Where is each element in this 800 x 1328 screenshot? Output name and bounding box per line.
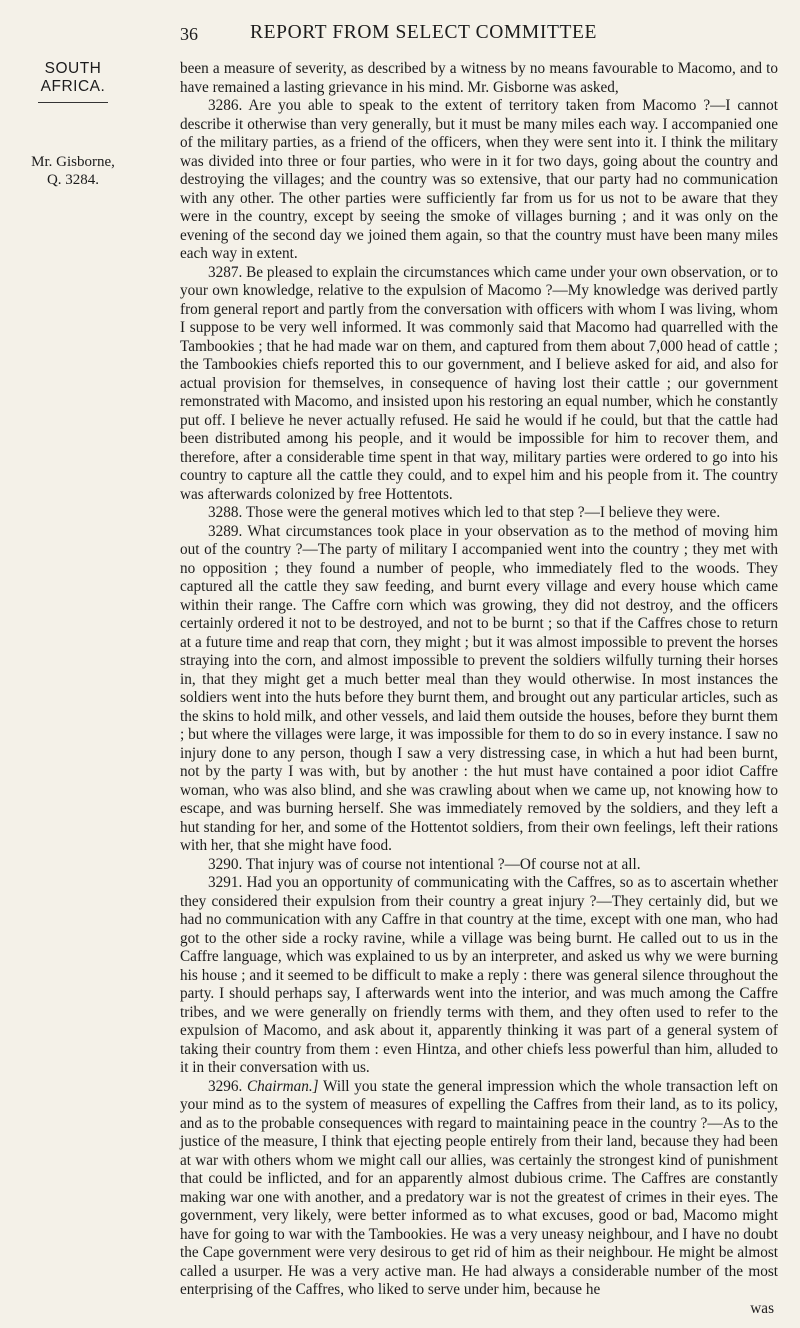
margin-question-ref: Q. 3284.: [46, 172, 100, 188]
paragraph-text: That injury was of course not intentional ?—Of course not at all.: [245, 855, 641, 873]
paragraph-text: Be pleased to explain the circumstances which came under your own observation, or to your own knowledge, relative to the expulsion of Macomo ?—My knowledge was derived partly from general report and partly from the conversation with officers with whom I was living, whom I suppose to be very well informed. It was commonly said that Macomo had quarrelled with the Tambookies ; that he had made war on them, and captured from them about 7,000 head of cattle ; the Tambookies chiefs reported this to our government, and I believe asked for aid, and also for actual provision for themselves, in consequence of having lost their cattle ; our government remonstrated with Macomo, and insisted upon his restoring an equal number, which he constantly put off. I believe he never actually refused. He said he would if he could, but that the cattle had been distributed among his people, and it would be impossible for him to recover them, and therefore, after a considerable time spent in that way, military parties were ordered to go into his country to capture all the cattle they could, and to expel him and his people from it. The country was afterwards colonized by free Hottentots.: [180, 263, 779, 503]
paragraph: [180, 60, 778, 97]
question-number: 3290.: [208, 855, 243, 873]
paragraph-text: Those were the general motives which led to that step ?—I believe they were.: [245, 504, 721, 521]
paragraph-text: Had you an opportunity of communicating with the Caffres, so as to ascertain whether they considered their expulsion from their country a great injury ?—They certainly did, but we had no communication with any Caffre in that country at the time, except with one man, who had got to the other side a rocky ravine, while a village was being burnt. He called out to us in the Caffre language, which was explained to us by an interpreter, and asked us why we were burning his house ; and it seemed to be difficult to make a reply : there was general silence throughout the party. I should perhaps say, I afterwards went into the interior, and was much among the Caffre tribes, and we were generally on friendly terms with them, and they often used to refer to the expulsion of Macomo, and ask about it, apparently thinking it was part of a general system of taking their country from them : even Hintza, and other chiefs less powerful than him, alluded to it in their conversation with us.: [180, 874, 779, 1076]
question-paragraph: [180, 504, 778, 523]
margin-notes: [14, 60, 132, 189]
question-number: 3288.: [208, 504, 243, 521]
body-text: [180, 60, 778, 1318]
question-number: 3287.: [208, 263, 243, 281]
question-paragraph: [180, 97, 778, 264]
question-number: 3286.: [208, 97, 243, 114]
question-number: 3291.: [208, 874, 243, 891]
question-paragraph: [180, 1078, 778, 1300]
question-paragraph: [180, 874, 778, 1078]
margin-witness-name: Mr. Gisborne,: [31, 154, 115, 170]
margin-section-line: AFRICA.: [40, 78, 106, 95]
page-number: 36: [180, 24, 198, 44]
running-header: [180, 20, 780, 50]
running-title: REPORT FROM SELECT COMMITTEE: [250, 22, 597, 43]
margin-section-line: SOUTH: [44, 60, 102, 77]
question-number: 3296.: [208, 1077, 243, 1095]
speaker: Chairman.]: [247, 1077, 319, 1095]
margin-rule: [38, 102, 108, 103]
question-paragraph: [180, 523, 778, 856]
question-paragraph: [180, 856, 778, 875]
paragraph-text: been a measure of severity, as described by a witness by no means favourable to Macomo, and to have remained a lasting grievance in his mind. Mr. Gisborne was asked,: [180, 60, 778, 96]
paragraph-text: What circumstances took place in your observation as to the method of moving him out of the country ?—The party of military I accompanied went into the country ; they met with no opposition ; they found a number of people, who immediately fled to the woods. They captured all the cattle they saw feeding, and burnt every village and every house which came within their range. The Caffre corn which was growing, they did not destroy, and the officers certainly ordered it not to be destroyed, and not to be burnt ; so that if the Caffres chose to return at a future time and reap that corn, they might ; but it was almost impossible to prevent the horses straying into the corn, and almost impossible to prevent the soldiers wilfully turning their horses in, that they might get a much better meal than they would otherwise. In most instances the soldiers went into the huts before they burnt them, and brought out any particular articles, such as the skins to hold milk, and other vessels, and laid them outside the houses, before they burnt them ; but where the villages were large, it was impossible for them to do so in every instance. I saw no injury done to any person, though I saw a very distressing case, in which a hut had been burnt, not by the party I was with, but by another : the hut must have contained a poor idiot Caffre woman, who was also blind, and she was crawling about when we came up, not knowing how to escape, and was burning herself. She was immediately removed by the soldiers, and they left a hut standing for her, and some of the Hottentot soldiers, from their own feelings, left their rations with her, that she might have food.: [180, 522, 778, 854]
paragraph-text: Will you state the general impression which the whole transaction left on your mind as to the system of measures of expelling the Caffres from their land, as to its policy, and as to the probable consequences with regard to maintaining peace in the country ?—As to the justice of the measure, I think that ejecting people entirely from their land, because they had been at war with others whom we might call our allies, was certainly the strongest kind of punishment that could be inflicted, and for an apparently almost dubious crime. The Caffres are constantly making war one with another, and a predatory war is not the greatest of crimes in their eyes. The government, very likely, were better informed as to what excuses, good or bad, Macomo might have for going to war with the Tambookies. He was a very uneasy neighbour, and I have no doubt the Cape government were very desirous to get rid of him as their neighbour. He might be almost called a usurper. He was a very active man. He had always a considerable number of the most enterprising of the Caffres, who liked to serve under him, because he: [180, 1077, 779, 1298]
paragraph-text: Are you able to speak to the extent of territory taken from Macomo ?—I cannot describe it otherwise than very generally, but it must be many miles each way. I accompanied one of the military parties, as a friend of the officers, when they were sent into it. I think the military was divided into three or four parties, who were in it for two days, going about the country and destroying the villages; and the country was so extensive, that our party had no communication with any other. The other parties were sufficiently far from us for us not to be aware that they were in the country, except by seeing the smoke of villages burning ; and it was only on the evening of the second day we joined them again, so that the country must have been many miles each way in extent.: [180, 97, 778, 262]
catchword: was: [750, 1299, 774, 1317]
question-paragraph: [180, 264, 778, 505]
margin-witness: [14, 153, 132, 189]
question-number: 3289.: [208, 522, 243, 540]
